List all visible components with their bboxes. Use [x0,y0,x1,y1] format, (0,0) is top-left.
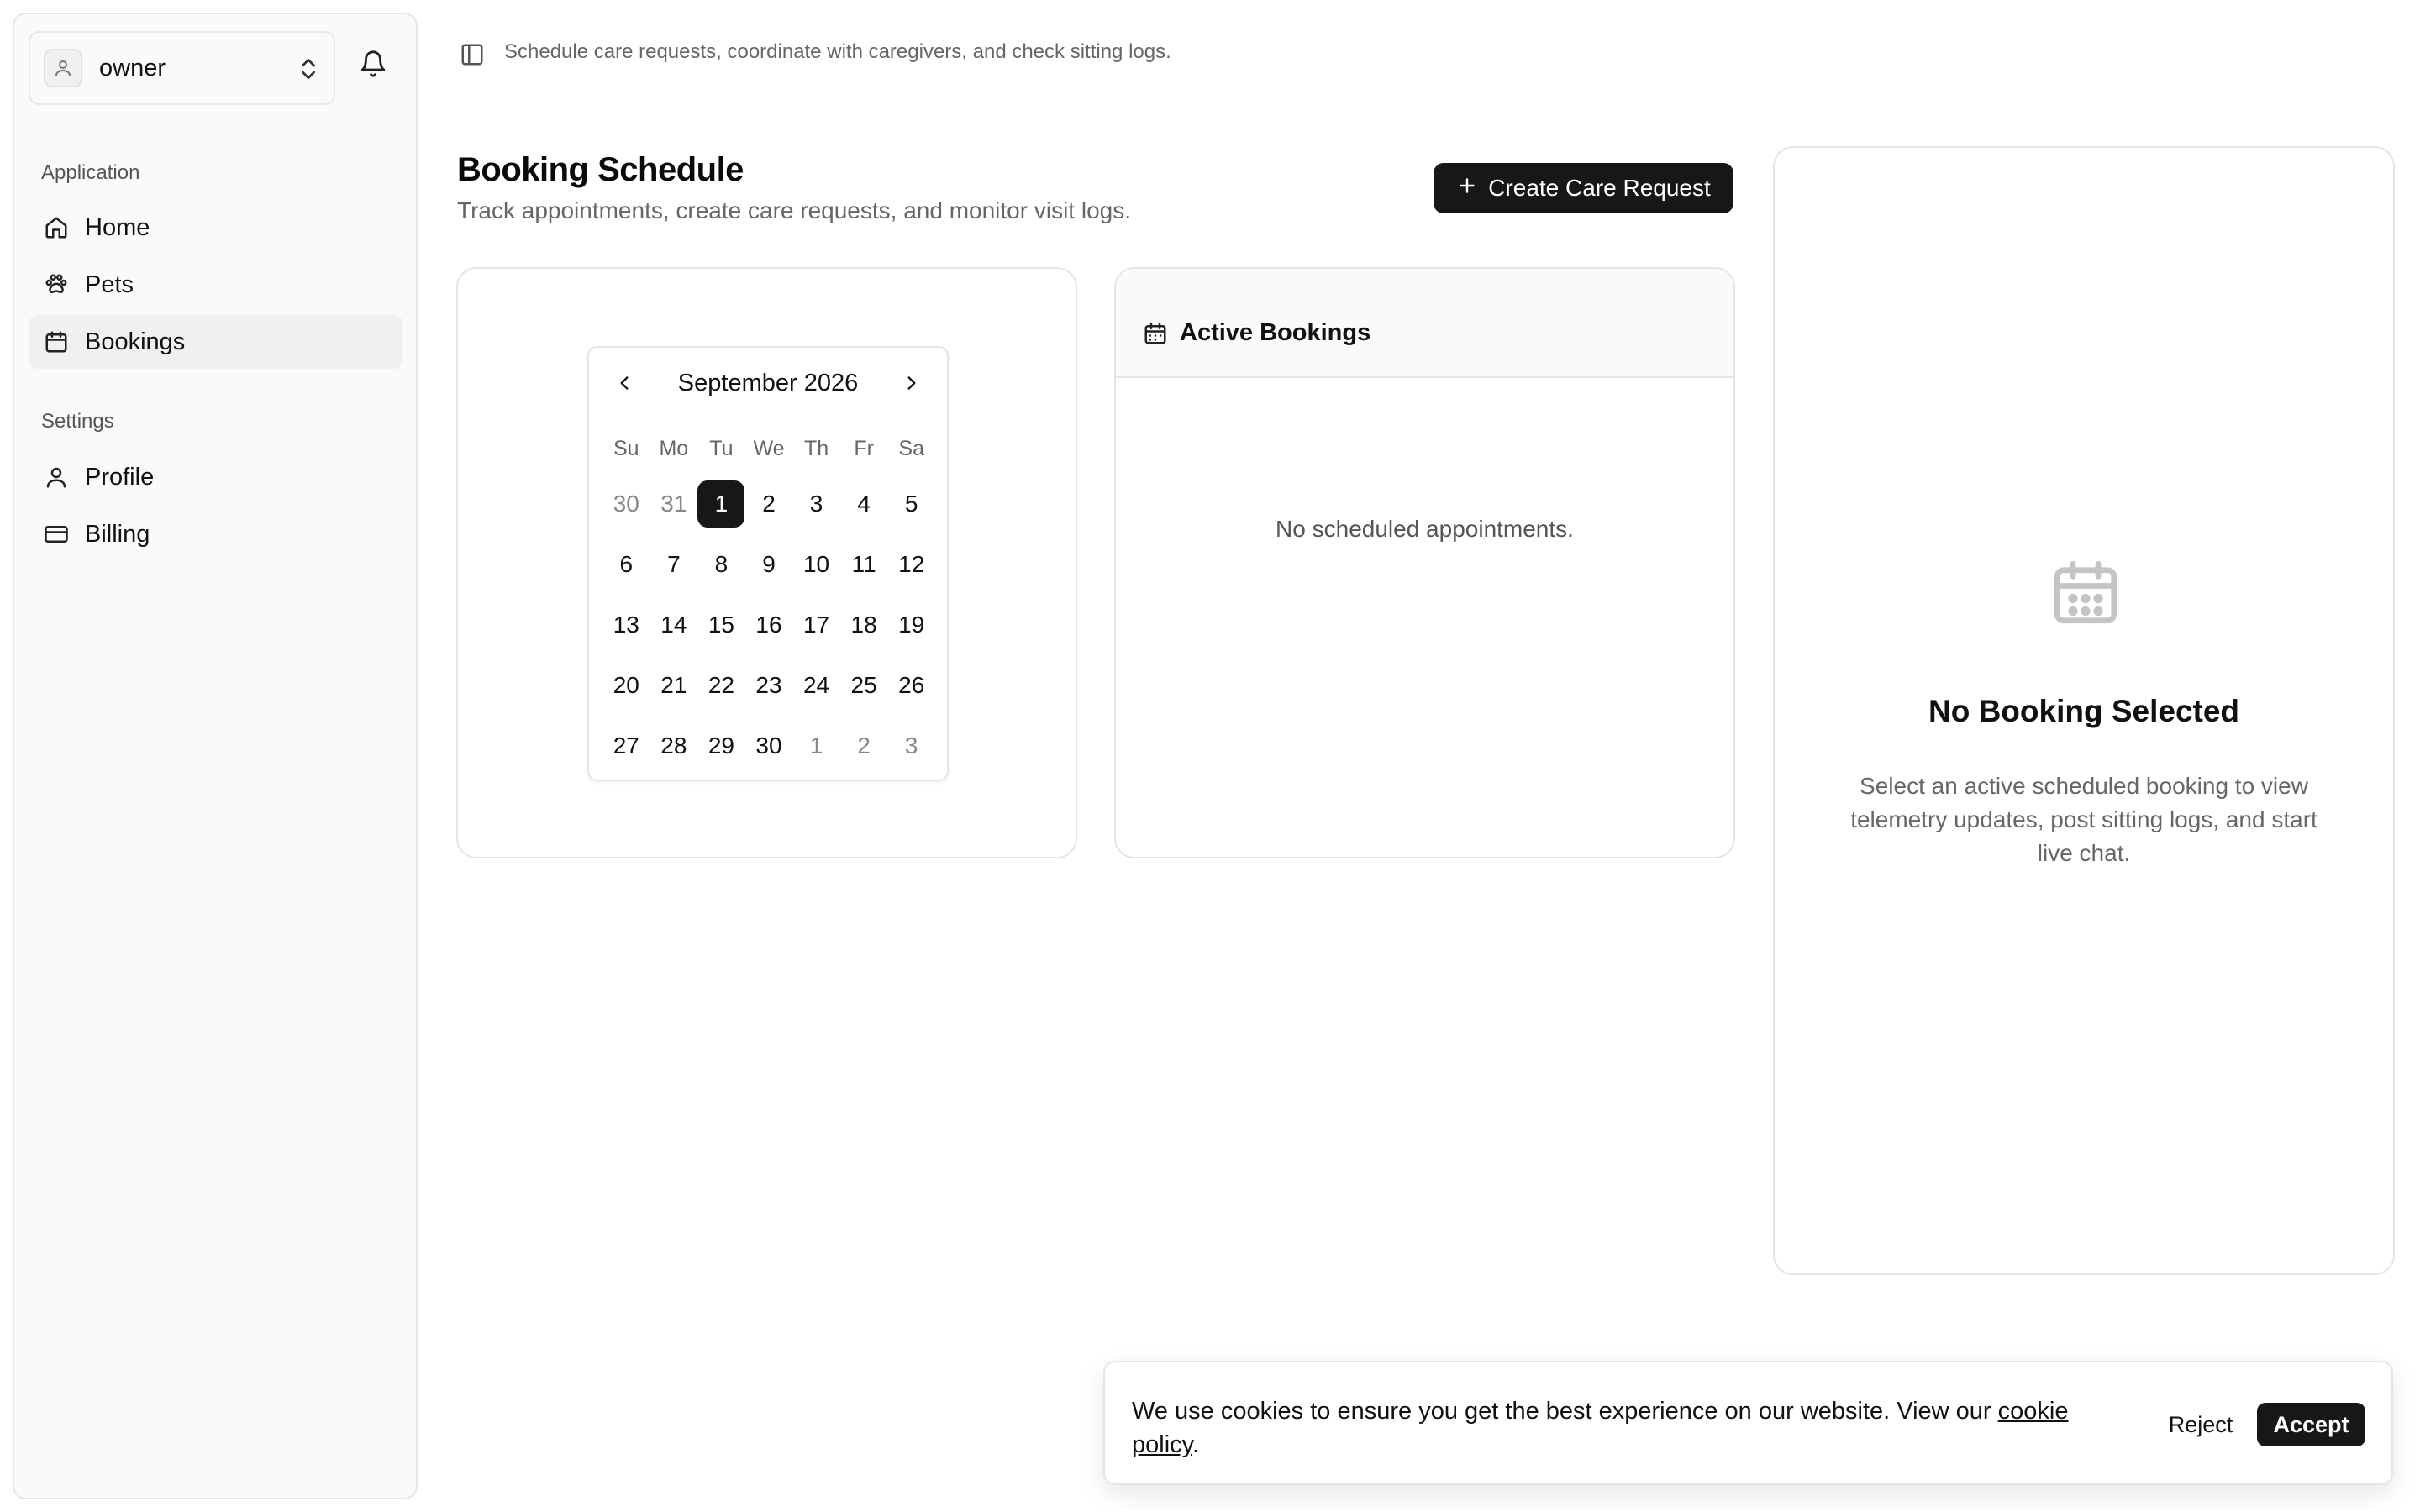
group-label-settings: Settings [41,410,114,433]
page-title: Booking Schedule [457,151,744,188]
calendar-day-number: 13 [613,612,639,638]
calendar-day[interactable] [840,595,888,655]
calendar-day-number: 29 [708,732,734,759]
accept-button[interactable]: Accept [2257,1403,2365,1446]
topbar-description: Schedule care requests, coordinate with caregivers, and check sitting logs. [504,40,1171,63]
weekday-label: We [753,437,785,460]
calendar-day-number: 8 [714,551,729,577]
calendar-day[interactable] [745,474,793,534]
calendar-day-number: 20 [613,672,639,698]
calendar-day-number: 22 [708,672,734,698]
calendar-day[interactable] [650,716,698,776]
calendar-day[interactable] [840,716,888,776]
chevron-up-down-icon [295,55,322,87]
weekday-label: Th [803,437,829,460]
sidebar-item-profile[interactable] [29,450,402,504]
calendar-day-number: 4 [857,491,871,517]
calendar-day[interactable] [792,595,840,655]
sidebar-item-label: Pets [85,270,134,298]
calendar-weekdays [602,437,935,461]
weekday-label: Sa [898,437,924,460]
calendar-day[interactable] [602,655,650,716]
user-switcher[interactable] [29,31,335,105]
calendar-day[interactable] [887,474,935,534]
calendar-day-number: 31 [660,491,687,517]
calendar-day-number: 27 [613,732,639,759]
create-care-request-label: Create Care Request [1488,175,1711,201]
booking-detail-card [1773,146,2395,1275]
calendar-day[interactable] [697,534,745,595]
calendar-day-number: 10 [802,551,830,577]
calendar-day-number: 17 [802,612,830,638]
sidebar-item-bookings[interactable] [29,315,402,369]
calendar-day-number: 6 [619,551,634,577]
sidebar-toggle-icon[interactable] [460,42,485,71]
cookie-policy-link[interactable]: cookie policy [1132,1398,2069,1458]
calendar-icon [43,328,70,355]
calendar-day-number: 25 [850,672,877,698]
calendar-days-grid [602,474,935,776]
user-name: owner [99,54,166,81]
calendar-day-number: 3 [904,732,918,759]
calendar-day[interactable] [887,595,935,655]
calendar-day-number: 30 [755,732,782,759]
calendar-day-number: 1 [697,480,744,528]
calendar-day-number: 2 [857,732,871,759]
weekday-label: Tu [709,437,734,460]
calendar-day-number: 9 [762,551,776,577]
calendar-day[interactable] [697,655,745,716]
calendar-day[interactable] [602,716,650,776]
calendar-day-number: 24 [802,672,830,698]
active-bookings-header [1116,269,1733,378]
calendar-day-number: 12 [898,551,925,577]
calendar-day[interactable] [650,595,698,655]
sidebar-item-billing[interactable] [29,507,402,561]
empty-state-text: No scheduled appointments. [1276,516,1574,542]
calendar-day-number: 1 [809,732,823,759]
calendar-day[interactable] [697,716,745,776]
active-bookings-title: Active Bookings [1180,319,1371,346]
calendar-day[interactable] [650,474,698,534]
sidebar-item-label: Billing [85,520,150,548]
detail-title: No Booking Selected [1928,694,2240,728]
calendar-day[interactable] [650,655,698,716]
calendar-day-number: 16 [755,612,782,638]
calendar-day-number: 28 [660,732,687,759]
calendar-day-number: 19 [898,612,925,638]
sidebar-item-label: Profile [85,463,155,491]
sidebar-item-label: Bookings [85,328,186,355]
user-icon [44,49,82,87]
create-care-request-button[interactable] [1434,163,1733,213]
calendar-day-number: 18 [850,612,877,638]
calendar-day[interactable] [697,595,745,655]
calendar-day[interactable] [602,595,650,655]
calendar-day[interactable] [792,716,840,776]
calendar-card [456,267,1077,858]
calendar-day[interactable] [792,534,840,595]
sidebar [13,13,418,1499]
calendar-day-number: 30 [613,491,639,517]
calendar-day[interactable] [650,534,698,595]
calendar-day-number: 21 [660,672,687,698]
calendar-day[interactable] [840,474,888,534]
home-icon [43,214,70,241]
detail-description: Select an active scheduled booking to view telemetry updates, post sitting logs, and start live chat. [1850,773,2317,866]
weekday-label: Su [613,437,639,460]
reject-button[interactable]: Reject [2142,1403,2260,1446]
calendar-day-number: 15 [708,612,734,638]
calendar-day[interactable] [745,655,793,716]
sidebar-item-label: Home [85,213,150,241]
calendar-day-number: 5 [904,491,918,517]
calendar-day-number: 26 [898,672,925,698]
group-label-application: Application [41,161,140,184]
calendar-day-number: 11 [851,551,876,577]
weekday-label: Fr [854,437,874,460]
calendar [587,346,949,781]
calendar-day-number: 23 [755,672,782,698]
chevron-right-icon[interactable] [895,366,929,400]
cookie-text [1132,1394,2140,1462]
calendar-day[interactable] [745,534,793,595]
calendar-icon [1143,321,1168,350]
calendar-day[interactable] [602,534,650,595]
calendar-day[interactable] [887,655,935,716]
calendar-day[interactable] [745,595,793,655]
user-icon [43,464,70,491]
calendar-day[interactable] [792,655,840,716]
cookie-text-before: We use cookies to ensure you get the best experience on our website. View our [1132,1398,1998,1425]
cookie-banner [1103,1361,2393,1485]
sidebar-item-home[interactable] [29,201,402,255]
weekday-label: Mo [659,437,689,460]
plus-icon [1456,175,1478,202]
paw-icon [43,271,70,298]
active-bookings-card [1114,267,1735,858]
calendar-icon [2048,554,2123,634]
bell-icon[interactable] [359,50,387,82]
calendar-month-label: September 2026 [677,370,859,396]
calendar-day[interactable] [840,534,888,595]
cookie-text-after: . [1192,1431,1200,1458]
calendar-day-number: 7 [667,551,681,577]
credit-card-icon [43,521,70,548]
calendar-day[interactable] [745,716,793,776]
page-subtitle: Track appointments, create care requests, and monitor visit logs. [457,197,1131,223]
sidebar-item-pets[interactable] [29,258,402,312]
calendar-day[interactable] [602,474,650,534]
calendar-day[interactable] [792,474,840,534]
calendar-day[interactable] [840,655,888,716]
calendar-day-selected[interactable] [697,474,745,534]
calendar-day-number: 2 [762,491,776,517]
calendar-day-number: 3 [809,491,823,517]
calendar-day-number: 14 [660,612,687,638]
calendar-day[interactable] [887,534,935,595]
calendar-day[interactable] [887,716,935,776]
